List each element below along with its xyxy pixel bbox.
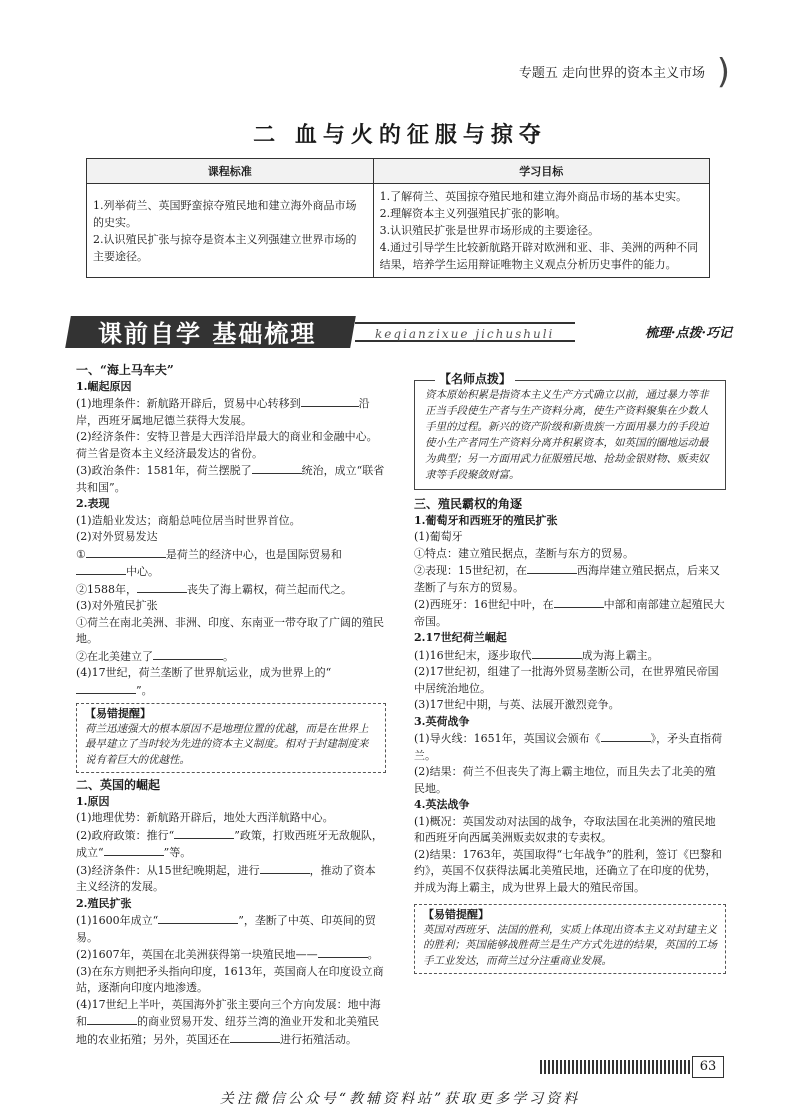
paragraph: (2)17世纪初，组建了一批海外贸易垄断公司，在世界殖民帝国中居统治地位。	[414, 665, 719, 695]
subsection-title: 3.英荷战争	[414, 714, 470, 728]
fill-blank[interactable]	[318, 946, 368, 958]
fill-blank[interactable]	[86, 546, 166, 558]
fill-blank[interactable]	[87, 1013, 137, 1025]
header-bracket: )	[716, 52, 730, 92]
page-number: 63	[692, 1056, 724, 1078]
list-item: 2.认识殖民扩张与掠夺是资本主义列强建立世界市场的主要途径。	[93, 232, 357, 263]
fill-blank[interactable]	[230, 1031, 280, 1043]
fill-blank[interactable]	[532, 647, 582, 659]
paragraph: (4)17世纪上半叶，英国海外扩张主要向三个方向发展：地中海和 的商业贸易开发、纽芬兰湾的渔业开发和北美殖民地的农业拓殖；另外，英国还在 进行拓殖活动。	[76, 997, 381, 1046]
paragraph: (1)导火线：1651年，英国议会颁布《 》，矛头直指荷兰。	[414, 732, 723, 762]
teacher-tip-label: 【名师点拨】	[435, 371, 515, 387]
paragraph: (2)结果：荷兰不但丧失了海上霸主地位，而且失去了北美的殖民地。	[414, 765, 716, 795]
tip-text: 英国对西班牙、法国的胜利，实质上体现出资本主义对封建主义的胜利；英国能够战胜荷兰是生产方式先进的结果，英国的工场手工业发达，而荷兰过分注重商业发展。	[423, 923, 717, 967]
paragraph: ①荷兰在南北美洲、非洲、印度、东南亚一带夺取了广阔的殖民地。	[76, 615, 384, 645]
paragraph: (1)地理条件：新航路开辟后，贸易中心转移到 沿岸，西班牙属地尼德兰获得大发展。	[76, 397, 370, 427]
standards-table	[86, 158, 710, 278]
page-number-area	[540, 1056, 725, 1078]
subsection-title: 2.表现	[76, 497, 110, 510]
paragraph: (2)西班牙：16世纪中叶，在 中部和南部建立起殖民大帝国。	[414, 598, 725, 628]
paragraph: ②表现：15世纪初，在 西海岸建立殖民据点，后来又垄断了与东方的贸易。	[414, 564, 720, 594]
banner-subtitle: 梳理·点拨·巧记	[644, 326, 732, 341]
standards-cell	[87, 184, 374, 278]
paragraph: (2)结果：1763年，英国取得“七年战争”的胜利，签订《巴黎和约》，英国不仅获得法属北美殖民地，还确立了在印度的优势，并成为海上霸主，成为世界上最大的殖民帝国。	[414, 847, 722, 894]
paragraph: ① 是荷兰的经济中心，也是国际贸易和中心。	[76, 547, 342, 578]
table-header-objectives: 学习目标	[373, 159, 709, 184]
paragraph: (1)造船业发达；商船总吨位居当时世界首位。	[76, 513, 301, 527]
paragraph: (1)16世纪末，逐步取代 成为海上霸主。	[414, 648, 659, 662]
paragraph: (3)对外殖民扩张	[76, 599, 158, 612]
paragraph: (1)地理优势：新航路开辟后，地处大西洋航路中心。	[76, 811, 334, 824]
section-title: 三、殖民霸权的角逐	[414, 497, 523, 511]
list-item: 3.认识殖民扩张是世界市场形成的主要途径。	[379, 224, 600, 237]
list-item: 1.列举荷兰、英国野蛮掠夺殖民地和建立海外商品市场的史实。	[93, 198, 357, 229]
section-banner	[68, 310, 732, 354]
right-column	[414, 372, 726, 978]
list-item: 4.通过引导学生比较新航路开辟对欧洲和亚、非、美洲的两种不同结果，培养学生运用辩证唯物主义观点分析历史事件的能力。	[379, 241, 699, 271]
decorative-stripes	[540, 1060, 690, 1074]
fill-blank[interactable]	[76, 682, 136, 694]
subsection-title: 1.崛起原因	[76, 379, 132, 393]
fill-blank[interactable]	[554, 596, 604, 608]
paragraph: (3)经济条件：从15世纪晚期起，进行 ，推动了资本主义经济的发展。	[76, 863, 376, 893]
banner-pinyin: keqianzixue jichushuli	[355, 322, 575, 342]
subsection-title: 2.殖民扩张	[76, 896, 132, 910]
paragraph: (2)对外贸易发达	[76, 530, 158, 543]
tip-text: 荷兰迅速强大的根本原因不是地理位置的优越，而是在世界上最早建立了当时较为先进的资本主义制度。相对于封建制度来说有着巨大的优越性。	[85, 722, 369, 766]
fill-blank[interactable]	[601, 730, 651, 742]
fill-blank[interactable]	[76, 563, 126, 575]
paragraph: (3)政治条件：1581年，荷兰摆脱了 统治，成立“联省共和国”。	[76, 464, 385, 494]
error-tip-box	[76, 703, 386, 773]
paragraph: ①特点：建立殖民据点，垄断与东方的贸易。	[414, 546, 634, 560]
error-tip-box	[414, 904, 726, 974]
fill-blank[interactable]	[104, 844, 164, 856]
paragraph: (1)概况：英国发动对法国的战争，夺取法国在北美洲的殖民地和西班牙向西属美洲贩卖奴隶的专卖权。	[414, 814, 716, 844]
paragraph: (1)1600年成立“ ”，垄断了中英、印英间的贸易。	[76, 914, 376, 944]
paragraph: (3)在东方则把矛头指向印度，1613年，英国商人在印度设立商站，逐渐向印度内地渗透。	[76, 964, 384, 994]
subsection-title: 2.17世纪荷兰崛起	[414, 631, 507, 644]
running-header: 专题五 走向世界的资本主义市场	[518, 66, 705, 81]
fill-blank[interactable]	[137, 581, 187, 593]
left-column	[76, 362, 386, 1048]
tip-label: 【易错提醒】	[423, 908, 489, 921]
table-header-standards: 课程标准	[87, 159, 374, 184]
objectives-cell	[373, 184, 709, 278]
paragraph: (2)政府政策：推行“ ”政策，打败西班牙无敌舰队，成立“ ”等。	[76, 828, 383, 859]
subsection-title: 4.英法战争	[414, 798, 470, 811]
section-title: 一、“海上马车夫”	[76, 363, 174, 377]
paragraph: (1)葡萄牙	[414, 530, 463, 543]
paragraph: (3)17世纪中期，与英、法展开激烈竞争。	[414, 698, 620, 711]
footer-note: 关注微信公众号“教辅资料站”获取更多学习资料	[219, 1091, 581, 1107]
paragraph: (2)经济条件：安特卫普是大西洋沿岸最大的商业和金融中心。荷兰省是资本主义经济最发达的省份。	[76, 430, 378, 460]
subsection-title: 1.葡萄牙和西班牙的殖民扩张	[414, 513, 558, 527]
paragraph: (4)17世纪，荷兰垄断了世界航运业，成为世界上的“”。	[76, 666, 332, 697]
subsection-title: 1.原因	[76, 794, 110, 808]
fill-blank[interactable]	[158, 912, 238, 924]
fill-blank[interactable]	[260, 862, 310, 874]
list-item: 1.了解荷兰、英国掠夺殖民地和建立海外商品市场的基本史实。	[379, 190, 688, 203]
tip-label: 【易错提醒】	[85, 707, 151, 720]
fill-blank[interactable]	[252, 462, 302, 474]
fill-blank[interactable]	[174, 827, 234, 839]
banner-title: 课前自学 基础梳理	[98, 320, 317, 348]
list-item: 2.理解资本主义列强殖民扩张的影响。	[379, 207, 567, 220]
fill-blank[interactable]	[153, 648, 223, 660]
teacher-tip-text: 资本原始积累是指资本主义生产方式确立以前，通过暴力等非正当手段使生产者与生产资料分离，使生产资料聚集在少数人手里的过程。新兴的资产阶级和新贵族一方面用暴力的手段迫使小生产者同生产资料分离并积累资本，如英国的圈地运动最为典型；另一方面用武力征服殖民地、抢劫金银财物、贩卖奴隶等手段聚敛财富。	[425, 389, 709, 481]
paragraph: ②在北美建立了 。	[76, 649, 234, 663]
lesson-title: 二 血与火的征服与掠夺	[253, 122, 547, 148]
fill-blank[interactable]	[527, 562, 577, 574]
fill-blank[interactable]	[301, 395, 359, 407]
paragraph: (2)1607年，英国在北美洲获得第一块殖民地—— 。	[76, 948, 379, 961]
teacher-tip-box	[414, 372, 726, 490]
section-title: 二、英国的崛起	[76, 778, 161, 792]
paragraph: ②1588年， 丧失了海上霸权，荷兰起而代之。	[76, 582, 352, 596]
